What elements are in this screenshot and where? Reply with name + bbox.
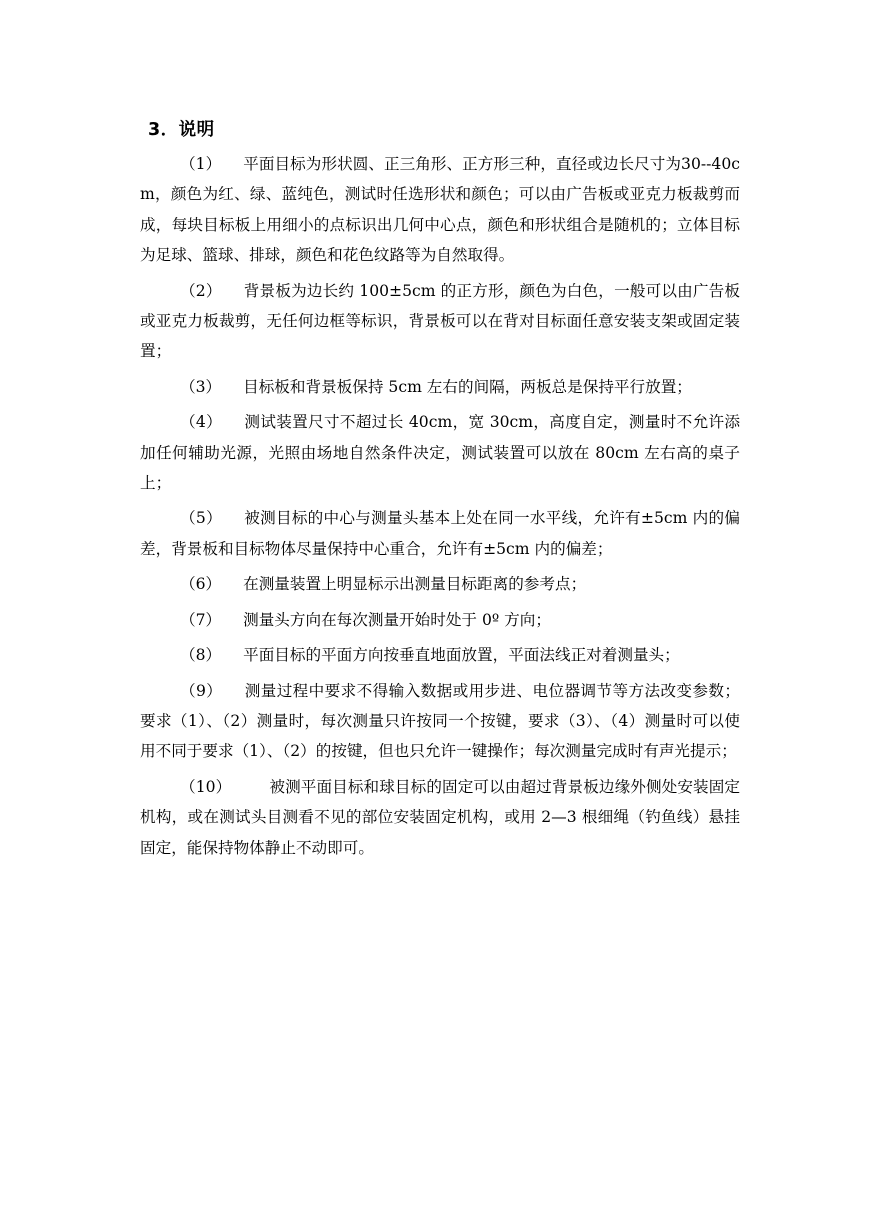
paragraph-7 xyxy=(140,605,740,635)
paragraph-text: 被测目标的中心与测量头基本上处在同一水平线，允许有±5cm 内的偏差，背景板和目标物体尽量保持中心重合，允许有±5cm 内的偏差； xyxy=(140,509,740,558)
paragraph-number: （7） xyxy=(180,610,222,629)
paragraph-number: （6） xyxy=(180,575,222,594)
section-heading: 3．说明 xyxy=(148,120,215,140)
paragraph-1 xyxy=(140,149,740,271)
paragraph-text: 平面目标的平面方向按垂直地面放置，平面法线正对着测量头； xyxy=(243,646,680,665)
paragraph-text: 目标板和背景板保持 5cm 左右的间隔，两板总是保持平行放置； xyxy=(243,377,692,396)
paragraph-8 xyxy=(140,640,740,670)
paragraph-4 xyxy=(140,407,740,498)
paragraph-number: （3） xyxy=(180,377,222,396)
paragraph-number: （1） xyxy=(180,155,222,173)
paragraph-number: （5） xyxy=(180,509,222,528)
paragraph-text: 被测平面目标和球目标的固定可以由超过背景板边缘外侧处安装固定机构，或在测试头目测看不见的部位安装固定机构，或用 2—3 根细绳（钓鱼线）悬挂固定，能保持物体静止不动即可。 xyxy=(140,777,740,857)
paragraph-text: 背景板为边长约 100±5cm 的正方形，颜色为白色，一般可以由广告板或亚克力板裁剪，无任何边框等标识，背景板可以在背对目标面任意安装支架或固定装置； xyxy=(140,281,741,361)
paragraph-number: （10） xyxy=(180,777,232,796)
paragraph-text: 测量过程中要求不得输入数据或用步进、电位器调节等方法改变参数；要求（1）、（2）测量时，每次测量只许按同一个按键，要求（3）、（4）测量时可以使用不同于要求（1）、（2）的按键，但也只允许一键操作；每次测量完成时有声光提示； xyxy=(140,681,740,761)
paragraph-number: （8） xyxy=(180,646,222,665)
paragraph-text: 测量头方向在每次测量开始时处于 0º 方向； xyxy=(243,610,551,629)
paragraph-number: （9） xyxy=(180,681,223,700)
paragraph-5 xyxy=(140,503,740,564)
instructions-body xyxy=(140,149,740,868)
paragraph-2 xyxy=(140,276,740,367)
paragraph-9 xyxy=(140,676,740,767)
paragraph-text: 在测量装置上明显标示出测量目标距离的参考点； xyxy=(243,575,587,594)
paragraph-text: 测试装置尺寸不超过长 40cm，宽 30cm，高度自定，测量时不允许添加任何辅助光源，光照由场地自然条件决定，测试装置可以放在 80cm 左右高的桌子上； xyxy=(140,413,741,493)
paragraph-6 xyxy=(140,569,740,599)
paragraph-3 xyxy=(140,372,740,402)
paragraph-text: 平面目标为形状圆、正三角形、正方形三种，直径或边长尺寸为30--40cm，颜色为红、绿、蓝纯色，测试时任选形状和颜色；可以由广告板或亚克力板裁剪而成，每块目标板上用细小的点标识出几何中心点，颜色和形状组合是随机的；立体目标为足球、篮球、排球，颜色和花色纹路等为自然取得。 xyxy=(140,155,740,265)
paragraph-10 xyxy=(140,772,740,863)
paragraph-number: （2） xyxy=(180,281,222,300)
paragraph-number: （4） xyxy=(180,413,223,432)
